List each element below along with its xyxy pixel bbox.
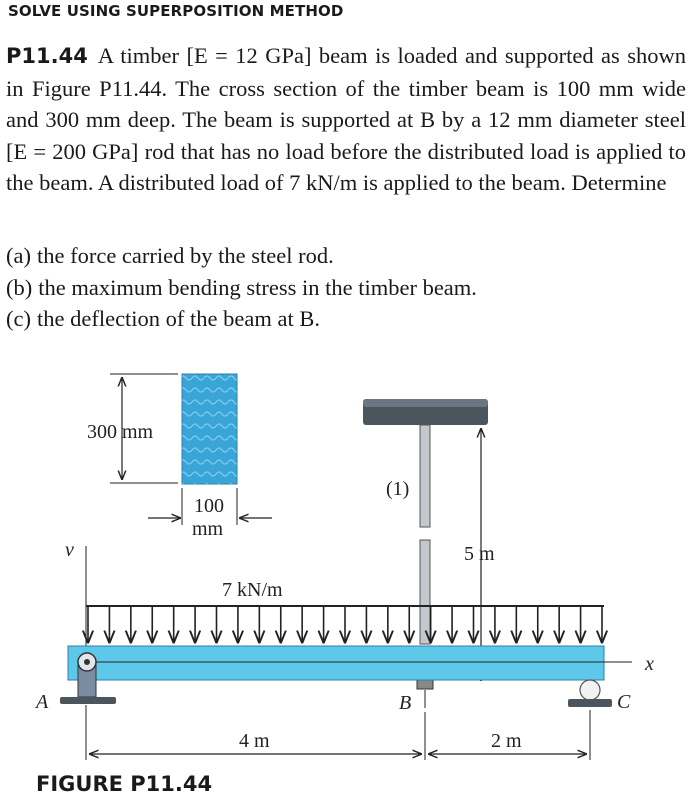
roller-support-c <box>568 680 612 707</box>
depth-label: 300 mm <box>87 421 154 443</box>
rod-label: (1) <box>386 478 410 500</box>
x-axis-label: x <box>645 653 654 675</box>
rod-length-label: 5 m <box>464 543 495 565</box>
point-a-label: A <box>36 691 49 713</box>
distributed-load <box>86 579 604 642</box>
part-a-tag: (a) <box>6 243 31 268</box>
part-b-tag: (b) <box>6 274 33 300</box>
point-b-label: B <box>399 692 412 714</box>
problem-number: P11.44 <box>6 44 88 68</box>
part-c-text: the deflection of the beam at B. <box>36 306 321 332</box>
steel-rod-lower <box>420 540 430 644</box>
cross-section <box>87 374 272 540</box>
v-axis-label: v <box>65 539 74 561</box>
timber-beam <box>68 646 604 680</box>
load-arrows <box>88 606 602 642</box>
header-title: SOLVE USING SUPERPOSITION METHOD <box>8 2 344 20</box>
span-ab-label: 4 m <box>239 730 270 752</box>
part-c-tag: (c) <box>6 306 31 332</box>
steel-rod-upper <box>420 425 430 527</box>
figure-caption: FIGURE P11.44 <box>36 772 213 796</box>
problem-text: A timber [E = 12 GPa] beam is loaded and supported as shown in Figure P11.44. The cross section of the timber beam is 100 mm wide and 300 mm deep. The beam is supported at B by a 12 mm diameter steel [E = 200 GPa] rod that has no load before the distributed load is applied to the beam. A distributed load of 7 kN/m is applied to the beam. Determine <box>6 43 686 196</box>
span-dimensions <box>86 705 590 760</box>
load-label: 7 kN/m <box>222 579 283 601</box>
width-label-unit: mm <box>192 518 224 540</box>
point-c-label: C <box>617 691 631 713</box>
part-a-text: the force carried by the steel rod. <box>36 243 334 268</box>
part-b-text: the maximum bending stress in the timber beam. <box>38 274 477 300</box>
span-bc-label: 2 m <box>491 730 522 752</box>
width-label-number: 100 <box>194 495 224 517</box>
